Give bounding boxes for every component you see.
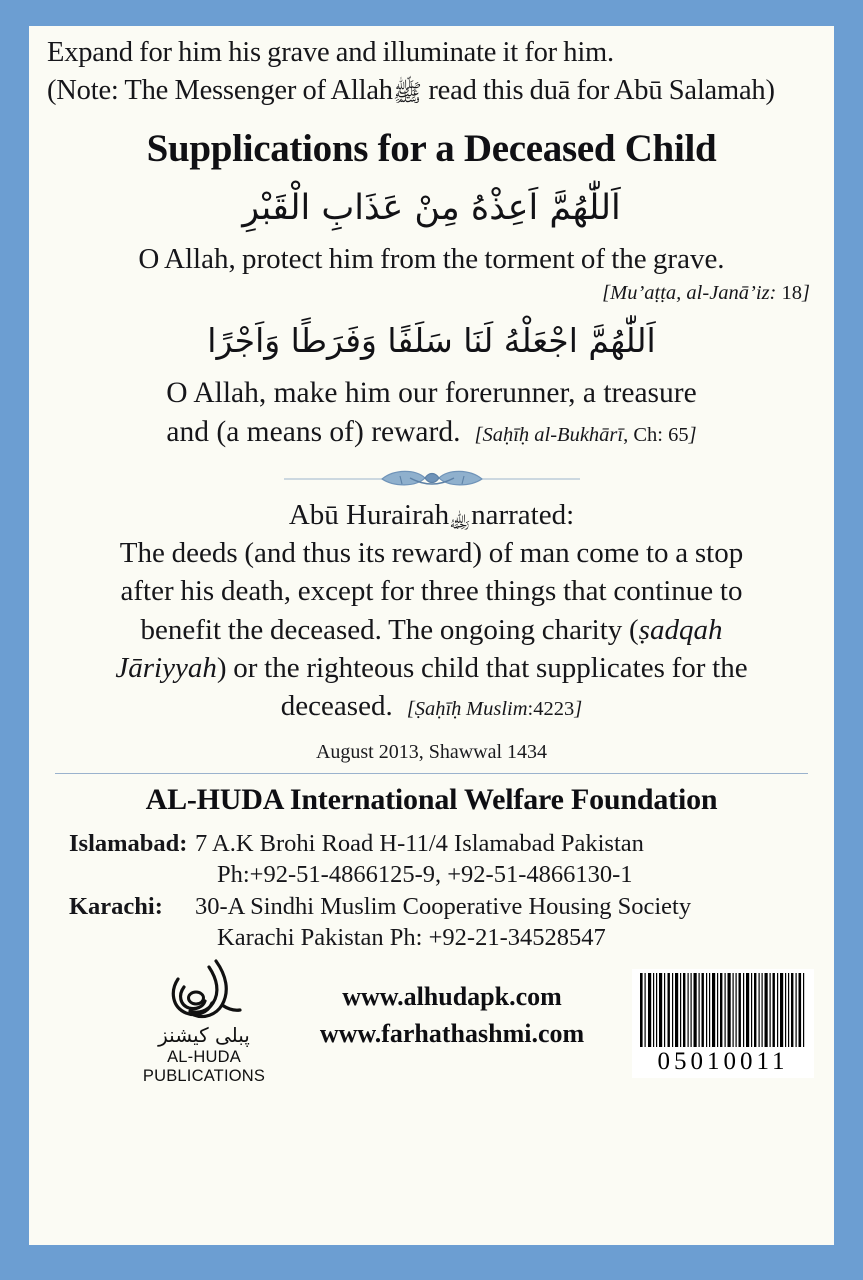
address-row-islamabad bbox=[47, 828, 816, 859]
al-huda-logo-icon bbox=[156, 957, 252, 1029]
address-islamabad-line-1: 7 A.K Brohi Road H-11/4 Islamabad Pakistan bbox=[195, 830, 644, 858]
narration-term-jariyyah: Jāriyyah bbox=[115, 651, 217, 684]
dua-2-translation-line-1: O Allah, make him our forerunner, a treasure bbox=[166, 377, 697, 410]
narration-citation-number: :4223 bbox=[527, 698, 575, 721]
dua-2-citation-number: , Ch: 65 bbox=[623, 423, 689, 446]
dua-1-citation-source: Mu’aṭṭa, al-Janā’iz: bbox=[610, 282, 777, 305]
narration-line-3 bbox=[47, 611, 816, 649]
address-karachi-line-2: Karachi Pakistan Ph: +92-21-34528547 bbox=[217, 923, 606, 951]
intro-line-1: Expand for him his grave and illuminate it for him. bbox=[47, 37, 614, 68]
card-body bbox=[29, 26, 834, 1245]
dua-2-arabic: اَللّٰهُمَّ اجْعَلْهُ لَنَا سَلَفًا وَفَرَطًا وَاَجْرًا bbox=[207, 321, 656, 361]
narration-line-4 bbox=[47, 649, 816, 687]
narration-term-sadqah: ṣadqah bbox=[638, 613, 723, 646]
dua-1-translation: O Allah, protect him from the torment of the grave. bbox=[138, 243, 725, 276]
logo-urdu-text: پبلی کیشنز bbox=[158, 1022, 250, 1047]
address-label-karachi: Karachi: bbox=[69, 892, 163, 920]
intro-note bbox=[47, 72, 816, 110]
website-link-alhudapk[interactable]: www.alhudapk.com bbox=[342, 981, 562, 1011]
barcode-number: 05010011 bbox=[657, 1047, 789, 1075]
logo-caption: AL-HUDA PUBLICATIONS bbox=[142, 1047, 266, 1085]
website-link-farhathashmi[interactable]: www.farhathashmi.com bbox=[319, 1018, 585, 1048]
address-karachi-line-1: 30-A Sindhi Muslim Cooperative Housing Society bbox=[195, 892, 692, 920]
address-islamabad-line-2: Ph:+92-51-4866125-9, +92-51-4866130-1 bbox=[217, 861, 633, 889]
narration-body bbox=[47, 534, 816, 725]
ornamental-divider-icon bbox=[282, 463, 582, 493]
narrator-name: Abū Hurairah bbox=[288, 498, 450, 531]
barcode-block bbox=[632, 969, 814, 1078]
narration-intro bbox=[47, 499, 816, 532]
dua-2-citation-source: Saḥīḥ al-Bukhārī bbox=[482, 423, 624, 446]
narration-citation-source: Ṣaḥīḥ Muslim bbox=[414, 698, 528, 721]
narration-line-1: The deeds (and thus its reward) of man come to a stop bbox=[119, 536, 744, 569]
intro-paragraph bbox=[47, 34, 816, 110]
intro-note-before: (Note: The Messenger of Allah bbox=[47, 74, 393, 106]
barcode-icon bbox=[638, 973, 808, 1047]
narration-line-5-text: deceased. bbox=[280, 690, 393, 723]
address-row-karachi bbox=[47, 891, 816, 922]
narration-citation: [Ṣaḥīḥ Muslim:4223] bbox=[406, 698, 583, 721]
organization-name: AL-HUDA International Welfare Foundation bbox=[145, 783, 718, 817]
narration-line-2: after his death, except for three things that continue to bbox=[120, 575, 743, 608]
horizontal-rule bbox=[55, 773, 808, 774]
dua-2-translation bbox=[47, 374, 816, 451]
narration-line-5 bbox=[47, 687, 816, 725]
dua-1-citation: [Mu’aṭṭa, al-Janā’iz: 18] bbox=[602, 282, 810, 305]
dua-2-translation-line-2-text: and (a means of) reward. bbox=[166, 415, 461, 448]
address-label-islamabad: Islamabad: bbox=[69, 830, 188, 858]
dua-1-arabic: اَللّٰهُمَّ اَعِذْهُ مِنْ عَذَابِ الْقَبْرِ bbox=[242, 187, 621, 228]
address-block bbox=[47, 828, 816, 952]
footer-zone bbox=[47, 957, 816, 1089]
dua-2-translation-line-2 bbox=[47, 413, 816, 451]
page-title: Supplications for a Deceased Child bbox=[146, 126, 717, 170]
narration-line-3-text: benefit the deceased. The ongoing charity ( bbox=[140, 613, 639, 646]
sallallahu-alayhi-wasallam-icon: ﷺ bbox=[392, 78, 422, 107]
radiallahu-anhu-icon: ﵀ bbox=[449, 503, 472, 532]
dua-2-citation: [Saḥīḥ al-Bukhārī, Ch: 65] bbox=[474, 423, 697, 446]
narrated-word: narrated: bbox=[471, 498, 575, 531]
intro-note-after: read this duā for Abū Salamah) bbox=[428, 74, 775, 106]
dua-1-citation-number: 18 bbox=[776, 282, 803, 305]
narration-line-4-text: ) or the righteous child that supplicates for the bbox=[216, 651, 748, 684]
publication-date: August 2013, Shawwal 1434 bbox=[315, 741, 548, 764]
website-links bbox=[262, 979, 642, 1053]
